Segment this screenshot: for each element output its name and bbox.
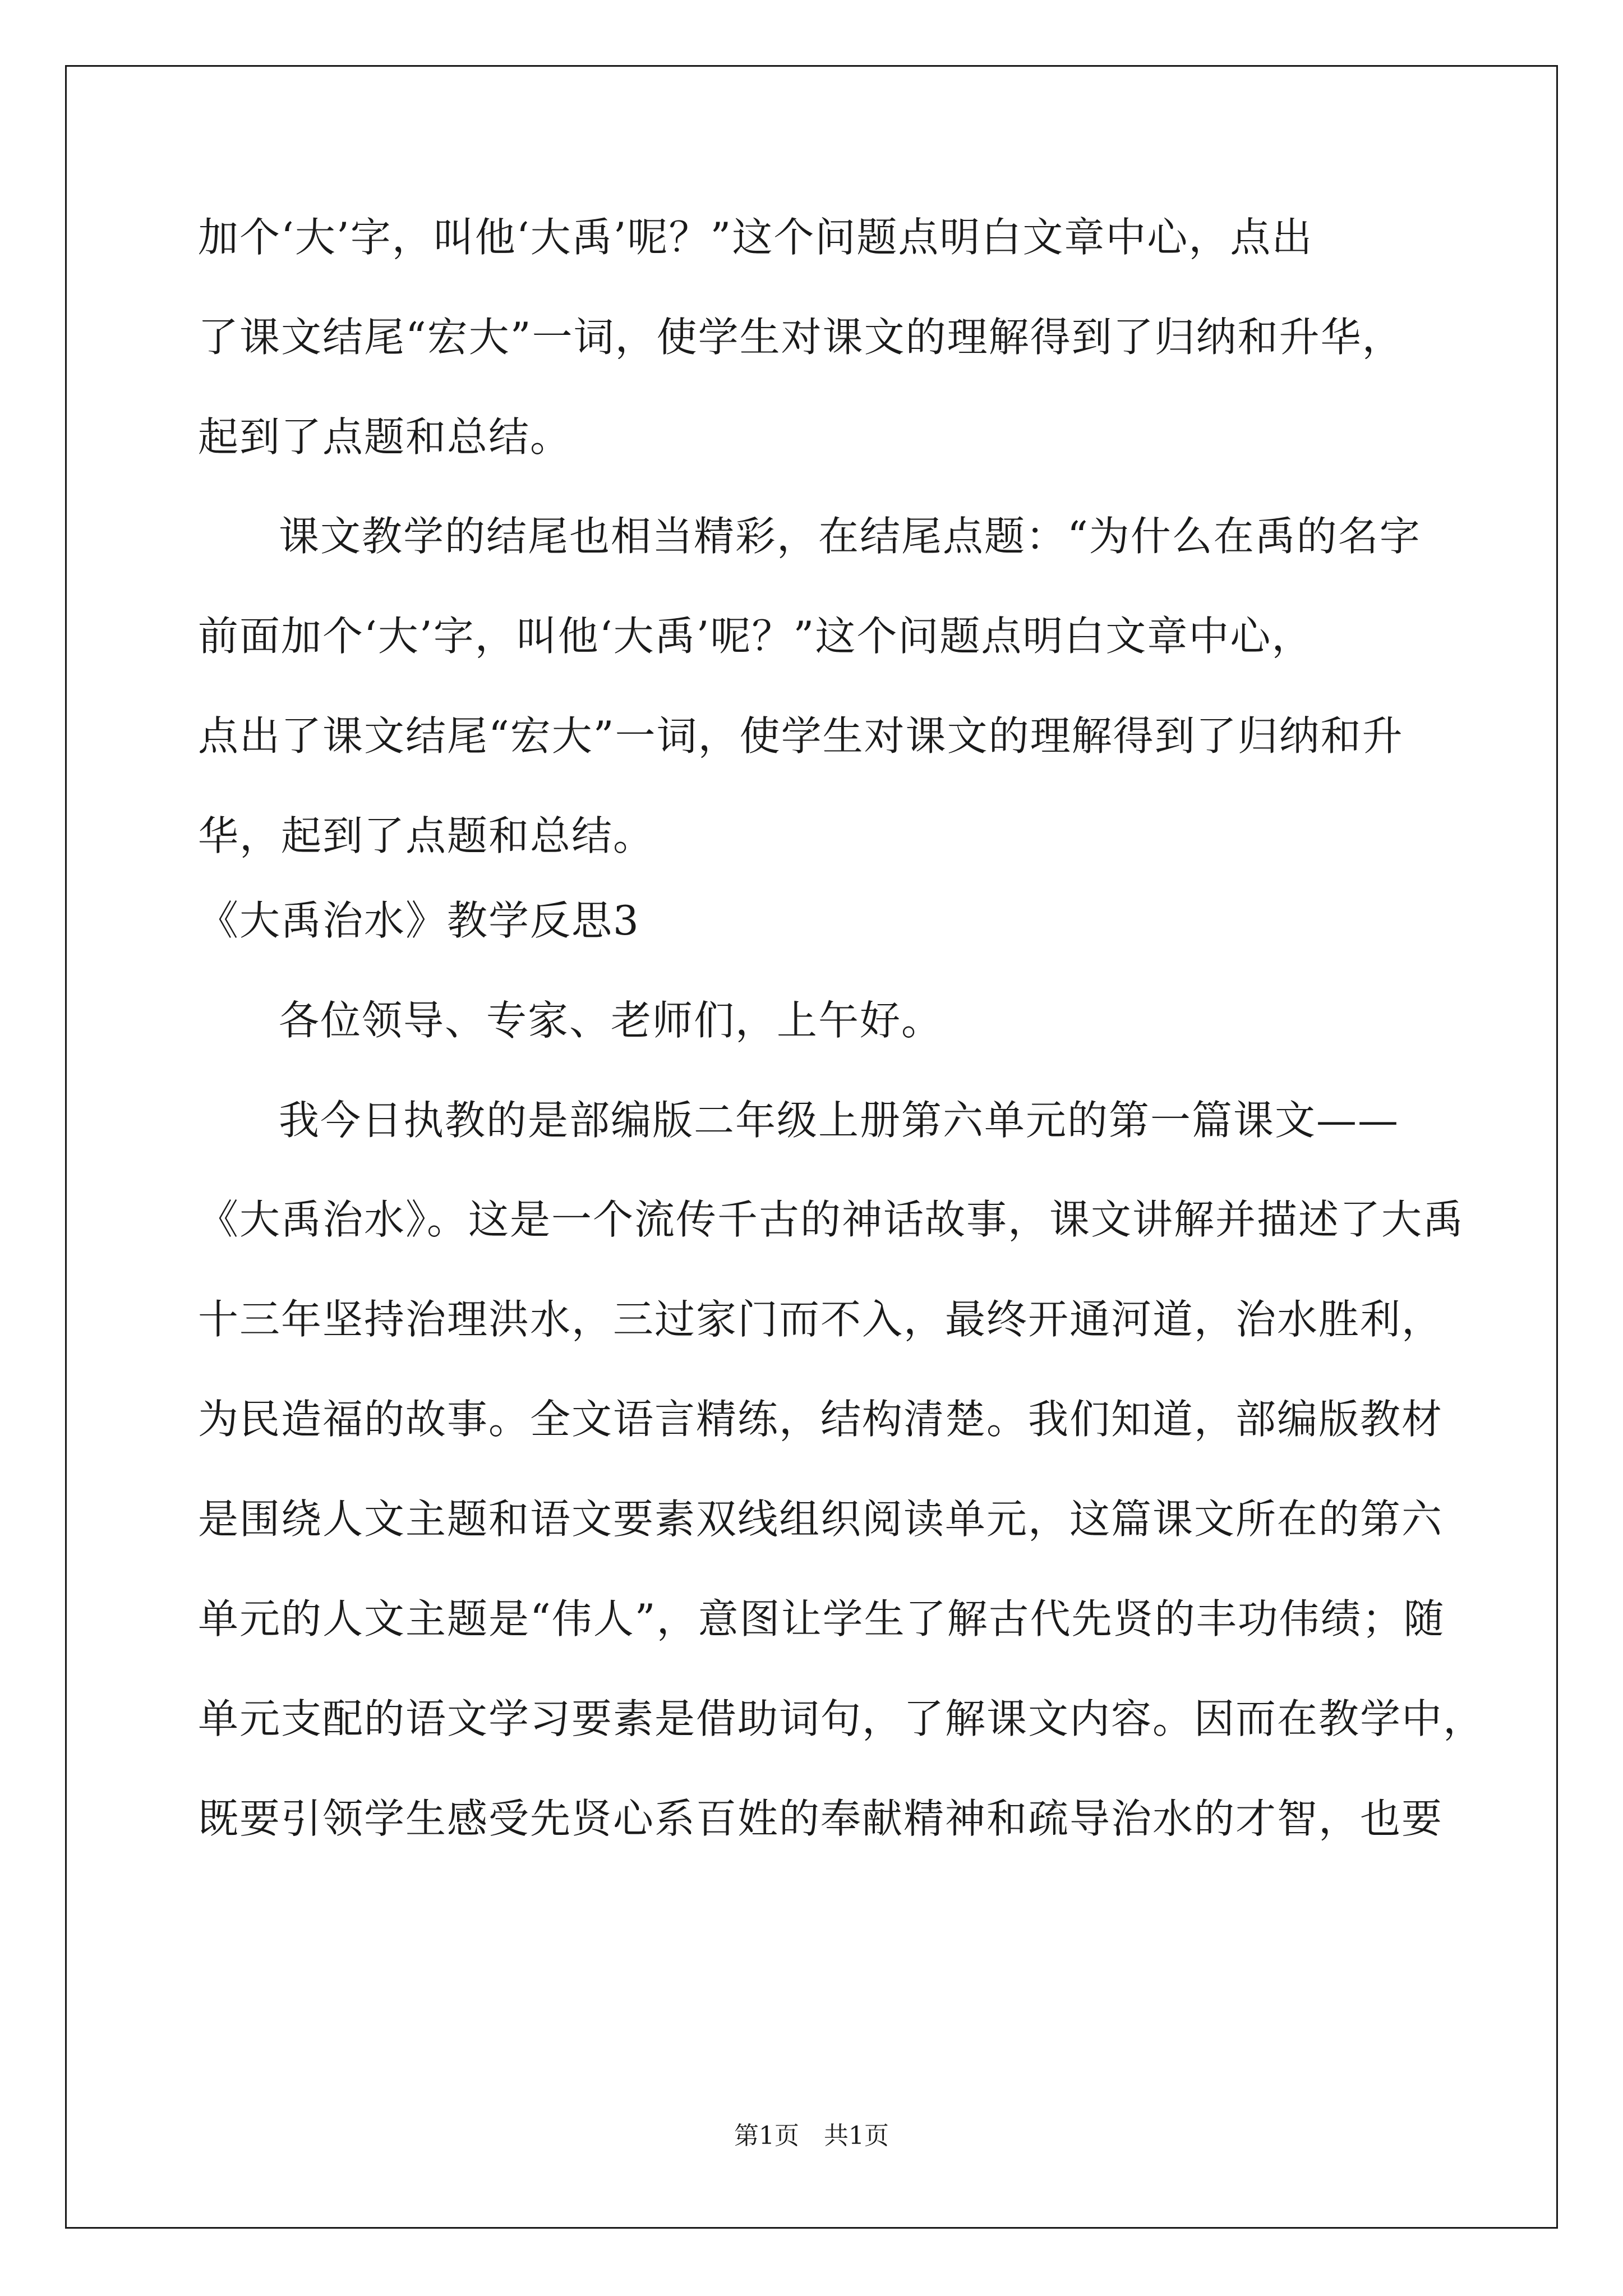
page-footer: 第1页 共1页 bbox=[734, 2122, 889, 2150]
paragraph-start-line: 课文教学的结尾也相当精彩，在结尾点题：“为什么在禹的名字 bbox=[279, 513, 1421, 560]
text-line: 了课文结尾“宏大”一词，使学生对课文的理解得到了归纳和升华， bbox=[198, 314, 1404, 361]
section-heading: 《大禹治水》教学反思3 bbox=[198, 897, 640, 944]
text-line: 单元的人文主题是“伟人”，意图让学生了解古代先贤的丰功伟绩；随 bbox=[198, 1595, 1445, 1642]
text-line: 点出了课文结尾“宏大”一词，使学生对课文的理解得到了归纳和升 bbox=[198, 712, 1404, 760]
text-line: 单元支配的语文学习要素是借助词句，了解课文内容。因而在教学中， bbox=[198, 1695, 1485, 1742]
text-line: 加个‘大’字，叫他‘大禹’呢？”这个问题点明白文章中心，点出 bbox=[198, 214, 1313, 261]
text-line: 为民造福的故事。全文语言精练，结构清楚。我们知道，部编版教材 bbox=[198, 1396, 1444, 1443]
text-line: 是围绕人文主题和语文要素双线组织阅读单元，这篇课文所在的第六 bbox=[198, 1496, 1444, 1543]
text-line: 既要引领学生感受先贤心系百姓的奉献精神和疏导治水的才智，也要 bbox=[198, 1795, 1444, 1842]
text-line: 起到了点题和总结。 bbox=[198, 413, 572, 461]
text-line: 《大禹治水》。这是一个流传千古的神话故事，课文讲解并描述了大禹 bbox=[198, 1196, 1465, 1243]
text-line: 前面加个‘大’字，叫他‘大禹’呢？”这个问题点明白文章中心， bbox=[198, 613, 1313, 660]
paragraph-start-line: 我今日执教的是部编版二年级上册第六单元的第一篇课文—— bbox=[279, 1097, 1400, 1144]
text-line: 十三年坚持治理洪水，三过家门而不入，最终开通河道，治水胜利， bbox=[198, 1296, 1444, 1343]
text-line: 华，起到了点题和总结。 bbox=[198, 812, 655, 859]
paragraph-start-line: 各位领导、专家、老师们，上午好。 bbox=[279, 997, 943, 1044]
